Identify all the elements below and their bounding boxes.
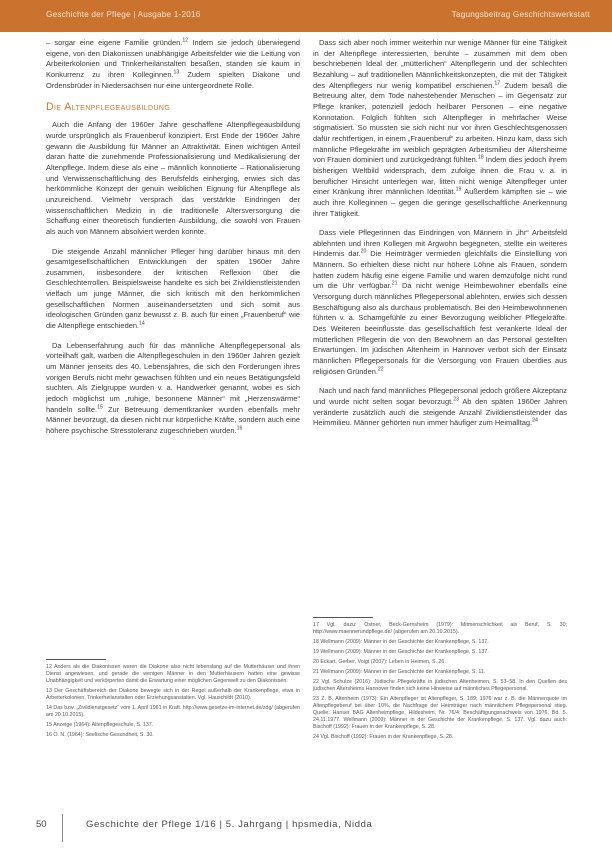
header-bar <box>0 0 612 32</box>
footnote-ref[interactable]: 20 <box>360 248 367 255</box>
footnote-ref[interactable]: 19 <box>455 186 462 193</box>
footnote: 16 O. N. (1964): Seelische Gesundheit, S. 30. <box>46 731 154 738</box>
footnote: 14 Das bzw. „Zivildienstgesetz“ vom 1. April 1961 in Kraft. http://www.gesetze-im-internet.de/zdg/ (abgerufen am 20.10.2015). <box>46 705 300 719</box>
footer-divider <box>62 814 63 842</box>
footnote-ref[interactable]: 24 <box>532 417 538 424</box>
footnote: 20 Eckart, Gerber, Voigt (2007): Leben in Heimen, S. 26. <box>313 658 446 665</box>
footnote: 12 Anders als die Diakonissen waren die Diakone also nicht lebenslang auf die Mutterhäuser und ihren Dienst angewiesen, und gerade die wenigen Männer in den Mutterhäusern hatten eine gewisse Unabhängigkeit und verkörperten damit die Erwartung einer möglichen Gegenwelt zu den Diakonissen. <box>46 664 300 685</box>
paragraph: Dass viele Pflegerinnen das Eindringen von Männern in „ihr“ Arbeitsfeld ablehnten und ihren Kollegen mit Argwohn begegneten, stellte ein weiteres Hindernis dar.$^{20}$ Die Heimträger vermieden gleichfalls die Einstellung von Männern. So erhielten diese nicht nur höhere Löhne als Frauen, sondern hatten zudem häufig eine eigene Familie und waren demzufolge nicht rund um die Uhr verfügbar.$^{21}$ Da nicht wenige Heimbewohner ebenfalls eine Versorgung durch männliches Pflegepersonal ablehnten, erwies sich dessen Beschäftigung also als durchaus problematisch. Bei den Heimbewohnnenen führten v. a. Schamgefühle zu einer Bevorzugung weiblicher Pflegekräfte. Des Weiteren beeinflusste das gesellschaftlich fest verankerte Ideal der mütterlichen Pflegerin die von den Bewohnern an das Personal gestellten Erwartungen. Im jüdischen Altenheim in Hannover verbot sich der Einsatz männlichen Pflegepersonals für die Versorgung von Frauen überdies aus religiösen Gründen.$^{22}$ <box>313 228 567 376</box>
left-column <box>46 38 300 446</box>
right-column <box>313 38 567 438</box>
footnote-ref[interactable]: 18 <box>477 154 484 161</box>
footnotes-right <box>313 622 567 744</box>
paragraph: Die steigende Anzahl männlicher Pfleger hing darüber hinaus mit den gesamtgesellschaftlichen Entwicklungen der späten 1960er Jahre zusammen, insbesondere der kritischen Reflexion über die Geschlechterrollen. Beispielsweise handelte es sich bei Zivildienstleistenden vielfach um junge Männer, die sich kritisch mit den herkömmlichen gesellschaftlichen Normen auseinandersetzten und sich somit aus ideologischen Gründen ganz bewusst z. B. auch für einen „Frauenberuf“ wie die Altenpflege entschieden.$^{14}$ <box>46 246 300 331</box>
footnote-ref[interactable]: 23 <box>453 396 459 403</box>
footnote: 17 Vgl. dazu: Ostner, Beck-Gernsheim (1979): Mitmenschlichkeit als Beruf, S. 30; http://www.maennerundpflege.de/ (abgerufen am 20.10.2015). <box>313 622 567 636</box>
footnote-ref[interactable]: 21 <box>391 280 398 287</box>
footnote: 22 Vgl. Schulze (2016): Jüdische Pflegekräfte in jüdischen Altenheimen, S. 53–58. In den Quellen des jüdischen Altersheims Hannover finden sich keine Hinweise auf männliches Pflegepersonal. <box>313 678 567 692</box>
footnote-ref[interactable]: 15 <box>97 404 103 411</box>
footnote: 23 Z. B. Altenheim (1973): Ein Altenpfleger ist Altenpfleger, S. 189; 1976 war z. B. die Männerquote im Altenpflegeberuf bei über 10%, die Nachfrage der Heimträger nach männlichem Pflegepersonal stieg. Quelle: Hanser BAG Altenheimpflege, Hildesheim, Nr. 76/4: Beschäftigungsnachweis von 1976, Bd. 5. 24.11.1977. Wellmann (2009): Männer in der Geschichte der Krankenpflege, S. 137. Vgl. dazu auch: Bischoff (1992): Frauen in der Krankenpflege, S. 28. <box>313 695 567 730</box>
footnote-ref[interactable]: 17 <box>494 80 501 87</box>
footnote: 18 Wellmann (2009): Männer in der Geschichte der Krankenpflege, S. 137. <box>313 638 489 645</box>
paragraph: Auch die Anfang der 1960er Jahre geschaffene Altenpflegeausbildung wurde ursprünglich als Frauenberuf konzipiert. Erst Ende der 1960er Jahre gewann die Ausbildung für Männer an Attraktivität. Einen wichtigen Anteil daran hatte die zunehmende Professionalisierung und Medikalisierung der Altenpflege. Indem diese als eine – männlich konnotierte – Rationalisierung und Verwissenschaftlichung des Berufsfelds einherging, erwies sich das herkömmliche Konzept der genuin weiblichen Eignung für Altenpflege als unzureichend. Vielmehr versprach das verstärkte Eindringen der wissenschaftlichen Medizin in die traditionelle Altersversorgung die Schaffung einer theoretisch fundierten Ausbildung, die sowohl von Frauen als auch von Männern absolviert werden konnte. <box>46 120 300 236</box>
header-journal-title: Geschichte der Pflege | Ausgabe 1-2016 <box>46 10 201 19</box>
footnote: 13 Der Geschäftsbereich der Diakone bewegte sich in der Regel außerhalb der Krankenpflege, etwa in Arbeiterkolonien, Trinkerheilanstalten oder Erziehungsanstalten. Vgl. Hauschildt (2010). <box>46 688 300 702</box>
publication-line: Geschichte der Pflege 1/16 | 5. Jahrgang | hpsmedia, Nidda <box>86 819 373 830</box>
paragraph: Nach und nach fand männliches Pflegepersonal jedoch größere Akzeptanz und wurde nicht selten sogar bevorzugt.$^{23}$ Ab den späten 1960er Jahren veränderte zusätzlich auch die steigende Anzahl Zivildienstleistender das Heimmilieu. Männer gehörten nun immer häufiger zum Heimalltag.$^{24}$ <box>313 386 567 428</box>
footnote: 24 Vgl. Bischoff (1992): Frauen in der Krankenpflege, S. 28. <box>313 733 454 740</box>
page-number: 50 <box>36 819 47 830</box>
footnote-divider <box>313 617 373 618</box>
footnote-ref[interactable]: 14 <box>139 320 145 327</box>
footnotes-left <box>46 664 300 742</box>
footnote: 21 Wellmann (2009): Männer in der Geschichte der Krankenpflege, S. 11. <box>313 668 486 675</box>
footnote: 15 Anzeige (1964): Altenpflegeschule, S. 137. <box>46 722 154 729</box>
paragraph: Dass sich aber noch immer weiterhin nur wenige Männer für eine Tätigkeit in der Altenpflege interessierten, beruhte – zusammen mit dem oben beschriebenen Ideal der „mütterlichen“ Altenpflegerin und der schlechten Bezahlung – auf traditionellen Männlichkeitskonzepten, die mit der Tätigkeit des Altenpflegers nur wenig kompatibel erschienen.$^{17}$ Zudem besaß die Betreuung alter, dem Tode nahestehender Menschen – im Gegensatz zur Pflege kranker, potenziell jedoch heilbarer Personen – eine negative Konnotation. Folglich fühlten sich Altenpfleger in mehrfacher Weise stigmatisiert. So mussten sie sich nicht nur vor ihren Geschlechtsgenossen dafür rechtfertigen, in einem „Frauenberuf“ zu arbeiten. Hinzu kam, dass sich männliche Pflegekräfte im weiblich geprägten Arbeitsmilieu der Altersheime von Frauen dominiert und zurückgedrängt fühlten.$^{18}$ Indem dies jedoch ihrem bisherigen Weltbild widersprach, dem zufolge ihnen die Frau v. a. in beruflicher Hinsicht unterlegen war, litten nicht wenige Altenpfleger unter einer Kränkung ihrer männlichen Identität.$^{19}$ Außerdem kämpften sie – wie auch ihre Kolleginnen – gegen die geringe gesellschaftliche Anerkennung ihrer Tätigkeit. <box>313 38 567 218</box>
footnote-divider <box>46 659 106 660</box>
footnote-ref[interactable]: 16 <box>236 425 243 432</box>
section-heading: Die Altenpflegeausbildung <box>46 101 171 114</box>
paragraph: – sorgar eine eigene Familie gründen.$^{12}$ Indem sie jedoch überwiegend eigene, von den Diakonissen unabhängige Arbeitsfelder wie die Leitung von Arbeiterkolonien und Trinkerheilanstalten besaßen, standen sie kaum in Konkurrenz zu ihren Kolleginnen.$^{13}$ Zudem spielten Diakone und Ordensbrüder in Niedersachsen nur eine untergeordnete Rolle. <box>46 37 301 90</box>
footnote-ref[interactable]: 22 <box>377 366 384 373</box>
footnote-ref[interactable]: 13 <box>173 69 180 76</box>
footnote: 19 Wellmann (2009): Männer in der Geschichte der Krankenpflege, S. 137. <box>313 648 489 655</box>
footnote-ref[interactable]: 12 <box>182 37 189 44</box>
paragraph: Da Lebenserfahrung auch für das männliche Altenpflegepersonal als vorteilhaft galt, warben die Altenpflegeschulen in den 1960er Jahren gezielt um Männer jenseits des 40. Lebensjahres, die sich den Forderungen ihres vorigen Berufs nicht mehr gewachsen fühlten und ein neues Betätigungsfeld suchten. Als Zielgruppe wurden v. a. Handwerker genannt, wobei es sich jedoch möglichst um „ruhige, besonnene Männer“ mit „Herzenswärme“ handeln sollte.$^{15}$ Zur Betreuung dementkranker wurden ebenfalls mehr Männer bevorzugt, da diesen nicht nur körperliche Kräfte, sondern auch eine höhere psychische Stresstoleranz zugeschrieben wurden.$^{16}$ <box>46 340 300 435</box>
header-section-title: Tagungsbeitrag Geschichtswerkstatt <box>451 10 590 19</box>
page-footer <box>0 814 612 842</box>
